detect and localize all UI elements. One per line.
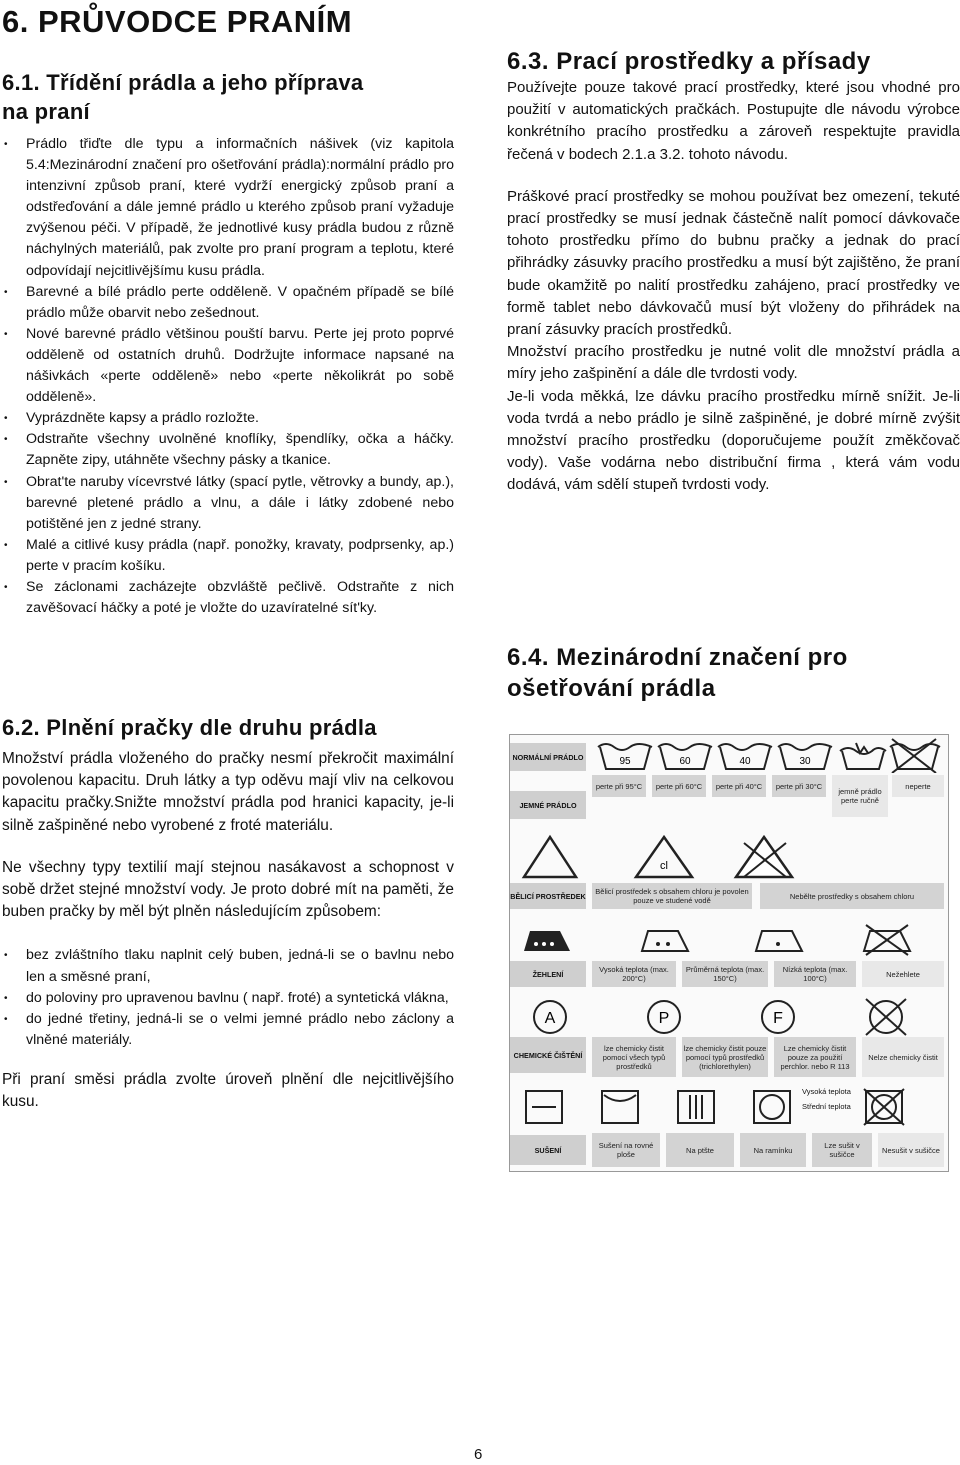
caption: perte při 40°C xyxy=(712,775,766,797)
dryer-temperature-notes xyxy=(802,1087,862,1111)
svg-text:40: 40 xyxy=(739,756,751,767)
drying-icons xyxy=(520,1087,950,1127)
caption: perte při 30°C xyxy=(772,775,826,797)
paragraph: Používejte pouze takové prací prostředky, které jsou vhodné pro použití v automatických pračkách. Postupujte dle návodu výrobce konkrétního pracího prostředku a zároveň respektujte pravidla řečená v bodech 2.1.a 3.2. tohoto návodu. xyxy=(507,79,960,163)
svg-text:P: P xyxy=(658,1010,670,1027)
dryer-note: Střední teplota xyxy=(802,1102,851,1111)
caption: Nebělte prostředky s obsahem chloru xyxy=(760,883,944,909)
caption: Nesušit v sušičce xyxy=(878,1133,944,1167)
wash-95-icon xyxy=(598,744,652,769)
section-6-3-title: 6.3. Prací prostředky a přísady xyxy=(507,48,871,75)
section-6-1-title xyxy=(2,68,454,126)
section-6-4-title-line2: ošetřování prádla xyxy=(507,675,716,702)
bleach-icon xyxy=(520,833,640,883)
iron-icons xyxy=(520,919,950,959)
no-dry-clean-icon xyxy=(866,999,906,1035)
section-6-2 xyxy=(2,713,454,1113)
no-bleach-icon xyxy=(730,833,800,883)
paragraph: Množství prádla vloženého do pračky nesmí překročit maximální povolenou kapacitu. Druh látky a typ oděvu mají vliv na celkovou kapacitu pračky.Snižte množství prádla pod hranici kapacity, je-li silně zašpiněné nebo vyrobené z froté materiálu. xyxy=(2,750,454,834)
caption: Vysoká teplota (max. 200°C) xyxy=(592,961,676,987)
caption: Lze chemicky čistit pouze za použití perchlor. nebo R 113 xyxy=(774,1037,856,1077)
caption: Nízká teplota (max. 100°C) xyxy=(774,961,856,987)
iron-high-icon xyxy=(524,931,570,951)
care-symbols-table xyxy=(509,734,949,1172)
caption: perte při 95°C xyxy=(592,775,646,797)
wash-30-icon xyxy=(778,744,832,769)
dry-flat-icon xyxy=(526,1091,562,1123)
dryer-note: Vysoká teplota xyxy=(802,1087,851,1096)
caption: perte při 60°C xyxy=(652,775,706,797)
section-6-1 xyxy=(2,68,454,619)
list-item: • Barevné a bílé prádlo perte odděleně. V opačném případě se bílé prádlo může obarvit nebo zešednout. xyxy=(2,282,454,324)
dry-clean-p-icon xyxy=(648,1001,680,1033)
row-label: SUŠENÍ xyxy=(510,1135,586,1165)
no-tumble-dry-icon xyxy=(864,1089,904,1125)
row-label: JEMNÉ PRÁDLO xyxy=(510,791,586,819)
list-item: • do jedné třetiny, jedná-li se o velmi jemné prádlo nebo záclony a vlněné materiály. xyxy=(2,1009,454,1051)
loading-list xyxy=(2,945,454,1050)
row-label: ŽEHLENÍ xyxy=(510,961,586,987)
paragraph: Práškové prací prostředky se mohou používat bez omezení, tekuté prací prostředky se musí jednak částečně nalít pomocí dávkovače tohoto prostředku přímo do bubnu pračky a jednak do prací přihrádky zásuvky pracího prostředku a musí být zajištěno, že praní bude okamžitě po nalití prostředku zahájeno, prací prostředky ve formě tablet nebo dávkovačů musí být vloženy do přihrádek na praní zásuvky pracích prostředků. xyxy=(507,187,960,339)
row-label: NORMÁLNÍ PRÁDLO xyxy=(510,743,586,771)
list-item: • do poloviny pro upravenou bavlnu ( např. froté) a syntetická vlákna, xyxy=(2,988,454,1009)
line-dry-icon xyxy=(602,1091,638,1123)
list-item: • Odstraňte všechny uvolněné knoflíky, špendlíky, očka a háčky. Zapněte zipy, utáhněte všechny pásky a tkanice. xyxy=(2,429,454,471)
caption: Na ptšte xyxy=(666,1133,734,1167)
caption: Lze sušit v sušičce xyxy=(812,1133,872,1167)
section-6-4-title-line1: 6.4. Mezinárodní značení pro xyxy=(507,644,848,671)
section-6-2-title: 6.2. Plnění pračky dle druhu prádla xyxy=(2,715,377,740)
svg-text:95: 95 xyxy=(619,756,631,767)
caption: lze chemicky čistit pouze pomocí typů prostředků (trichlorethylen) xyxy=(682,1037,768,1077)
caption: lze chemicky čistit pomocí všech typů prostředků xyxy=(592,1037,676,1077)
svg-text:30: 30 xyxy=(799,756,811,767)
row-label: BĚLICÍ PROSTŘEDEK xyxy=(510,883,586,909)
caption: Sušení na rovné ploše xyxy=(592,1133,660,1167)
svg-text:F: F xyxy=(773,1010,783,1027)
list-item: • Prádlo třiďte dle typu a informačních nášivek (viz kapitola 5.4:Mezinárodní značení pro ošetřování prádla):normální prádlo pro intenzivní způsob praní, které vydrží energický způsob praní a odstřeďování a dále jemné prádlo u kterého způsob praní vyžaduje zvýšenou péči. V případě, že jednotlivé kusy prádla budou z různě náchylných materiálů, pak zvolte pro praní program a teplotu, které odpovídají nejcitlivějšímu kusu prádla. xyxy=(2,134,454,282)
wash-60-icon xyxy=(658,744,712,769)
paragraph: Množství pracího prostředku je nutné volit dle množství prádla a míry jeho zašpinění a dále dle tvrdosti vody. xyxy=(507,343,960,383)
section-6-3 xyxy=(507,46,960,497)
wash-40-icon xyxy=(718,744,772,769)
paragraph: Při praní směsi prádla zvolte úroveň plnění dle nejcitlivějšího kusu. xyxy=(2,1070,454,1111)
tumble-dry-icon xyxy=(754,1091,790,1123)
sorting-list xyxy=(2,134,454,619)
wash-tub-icons xyxy=(594,737,944,773)
svg-text:60: 60 xyxy=(679,756,691,767)
paragraph: Ne všechny typy textilií mají stejnou nasákavost a schopnost v sobě držet stejné množství vody. Je proto dobré mít na paměti, že buben pračky by měl být plněn následujícím způsobem: xyxy=(2,858,454,921)
paragraph: Je-li voda měkká, lze dávku pracího prostředku mírně snížit. Je-li voda tvrdá a nebo prádlo je silně zašpiněné, je dobré mírně zvýšit množství pracího prostředku (doporučujeme použít změkčovač vody). Vaše vodárna nebo distribuční firma , která vám vodu dodává, vám sdělí stupeň tvrdosti vody. xyxy=(507,387,960,494)
caption: Nežehlete xyxy=(862,961,944,987)
section-6-1-title-line2: na praní xyxy=(2,99,90,124)
row-label: CHEMICKÉ ČIŠTĚNÍ xyxy=(510,1037,586,1073)
drip-dry-icon xyxy=(678,1091,714,1123)
section-6-4 xyxy=(507,642,960,704)
hand-wash-icon xyxy=(840,743,886,769)
caption: Na ramínku xyxy=(740,1133,806,1167)
chlorine-bleach-icon xyxy=(630,833,700,883)
caption: jemně prádlo perte ručně xyxy=(832,775,888,817)
list-item: • Obrat'te naruby vícevrstvé látky (spací pytle, větrovky a bundy, ap.), barevné pletené prádlo a vlnu, a dále i látky zdobené nebo potištěné jen z jedné strany. xyxy=(2,472,454,535)
dry-clean-a-icon xyxy=(534,1001,566,1033)
do-not-wash-icon xyxy=(890,739,940,773)
section-6-4-title xyxy=(507,642,960,704)
iron-low-icon xyxy=(756,931,802,951)
list-item: • Malé a citlivé kusy prádla (např. ponožky, kravaty, podprsenky, ap.) perte v pracím košíku. xyxy=(2,535,454,577)
page-heading: 6. PRŮVODCE PRANÍM xyxy=(2,4,353,39)
caption: neperte xyxy=(892,775,944,797)
section-6-1-title-line1: 6.1. Třídění prádla a jeho příprava xyxy=(2,70,364,95)
caption: Bělicí prostředek s obsahem chloru je povolen pouze ve studené vodě xyxy=(592,883,752,909)
svg-text:cl: cl xyxy=(660,860,668,872)
list-item: • Nové barevné prádlo většinou pouští barvu. Perte jej proto poprvé odděleně od ostatních druhů. Dodržujte informace napsané na nášivkách «perte odděleně» nebo «perte několikrát po sobě odděleně». xyxy=(2,324,454,408)
page-number: 6 xyxy=(474,1446,483,1463)
dry-clean-f-icon xyxy=(762,1001,794,1033)
no-iron-icon xyxy=(864,925,910,955)
list-item: • Vyprázdněte kapsy a prádlo rozložte. xyxy=(2,408,454,429)
svg-text:A: A xyxy=(544,1010,556,1027)
list-item: • bez zvláštního tlaku naplnit celý buben, jedná-li se o bavlnu nebo len a směsné praní, xyxy=(2,945,454,987)
iron-medium-icon xyxy=(642,931,688,951)
caption: Průměrná teplota (max. 150°C) xyxy=(682,961,768,987)
list-item: • Se záclonami zacházejte obzvláště pečlivě. Odstraňte z nich zavěšovací háčky a poté je vložte do uzavíratelné sít'ky. xyxy=(2,577,454,619)
caption: Nelze chemicky čistit xyxy=(862,1037,944,1077)
dry-clean-icons xyxy=(520,997,950,1037)
